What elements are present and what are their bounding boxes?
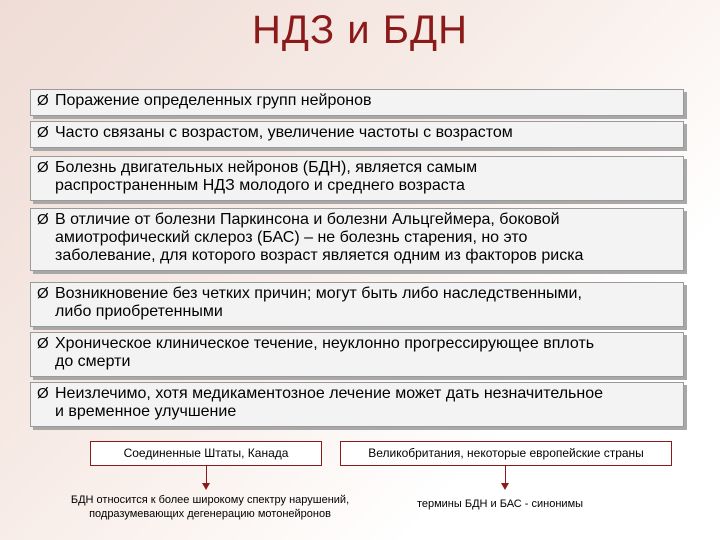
arrow-bullet-icon: Ø <box>37 285 49 302</box>
arrow-down-icon <box>501 483 509 490</box>
arrow-down-icon <box>202 483 210 490</box>
arrow-bullet-icon: Ø <box>37 211 49 228</box>
arrow-bullet-icon: Ø <box>37 385 49 402</box>
bullet-box-2 <box>30 121 684 148</box>
bullet-text: Болезнь двигательных нейронов (БДН), является самым распространенным НДЗ молодого и среднего возраста <box>55 159 478 194</box>
arrow-line-right <box>505 466 506 484</box>
slide-title: НДЗ и БДН <box>252 8 468 52</box>
bullet-box-7 <box>30 382 684 427</box>
region-box-left: Соединенные Штаты, Канада <box>90 441 322 466</box>
note-left: БДН относится к более широкому спектру нарушений, подразумевающих дегенерацию мотонейронов <box>70 494 350 520</box>
bullet-text: Возникновение без четких причин; могут быть либо наследственными, либо приобретенными <box>55 285 582 320</box>
bullet-text: Неизлечимо, хотя медикаментозное лечение может дать незначительное и временное улучшение <box>55 385 604 420</box>
arrow-bullet-icon: Ø <box>37 92 49 109</box>
bullet-box-5 <box>30 282 684 327</box>
region-box-right: Великобритания, некоторые европейские страны <box>340 441 672 466</box>
bullet-box-1 <box>30 89 684 116</box>
arrow-bullet-icon: Ø <box>37 124 49 141</box>
bullet-text: В отличие от болезни Паркинсона и болезни Альцгеймера, боковой амиотрофический склероз (БАС) – не болезнь старения, но это заболевание, для которого возраст является одним из факторов риска <box>55 211 584 264</box>
note-right: термины БДН и БАС - синонимы <box>416 498 584 510</box>
bullet-box-4 <box>30 208 684 271</box>
bullet-text: Часто связаны с возрастом, увеличение частоты с возрастом <box>55 124 513 141</box>
bullet-text: Хроническое клиническое течение, неуклонно прогрессирующее вплоть до смерти <box>55 335 595 370</box>
arrow-bullet-icon: Ø <box>37 335 49 352</box>
arrow-bullet-icon: Ø <box>37 159 49 176</box>
bullet-text: Поражение определенных групп нейронов <box>55 92 372 109</box>
bullet-box-6 <box>30 332 684 377</box>
bullet-box-3 <box>30 156 684 201</box>
arrow-line-left <box>206 466 207 484</box>
